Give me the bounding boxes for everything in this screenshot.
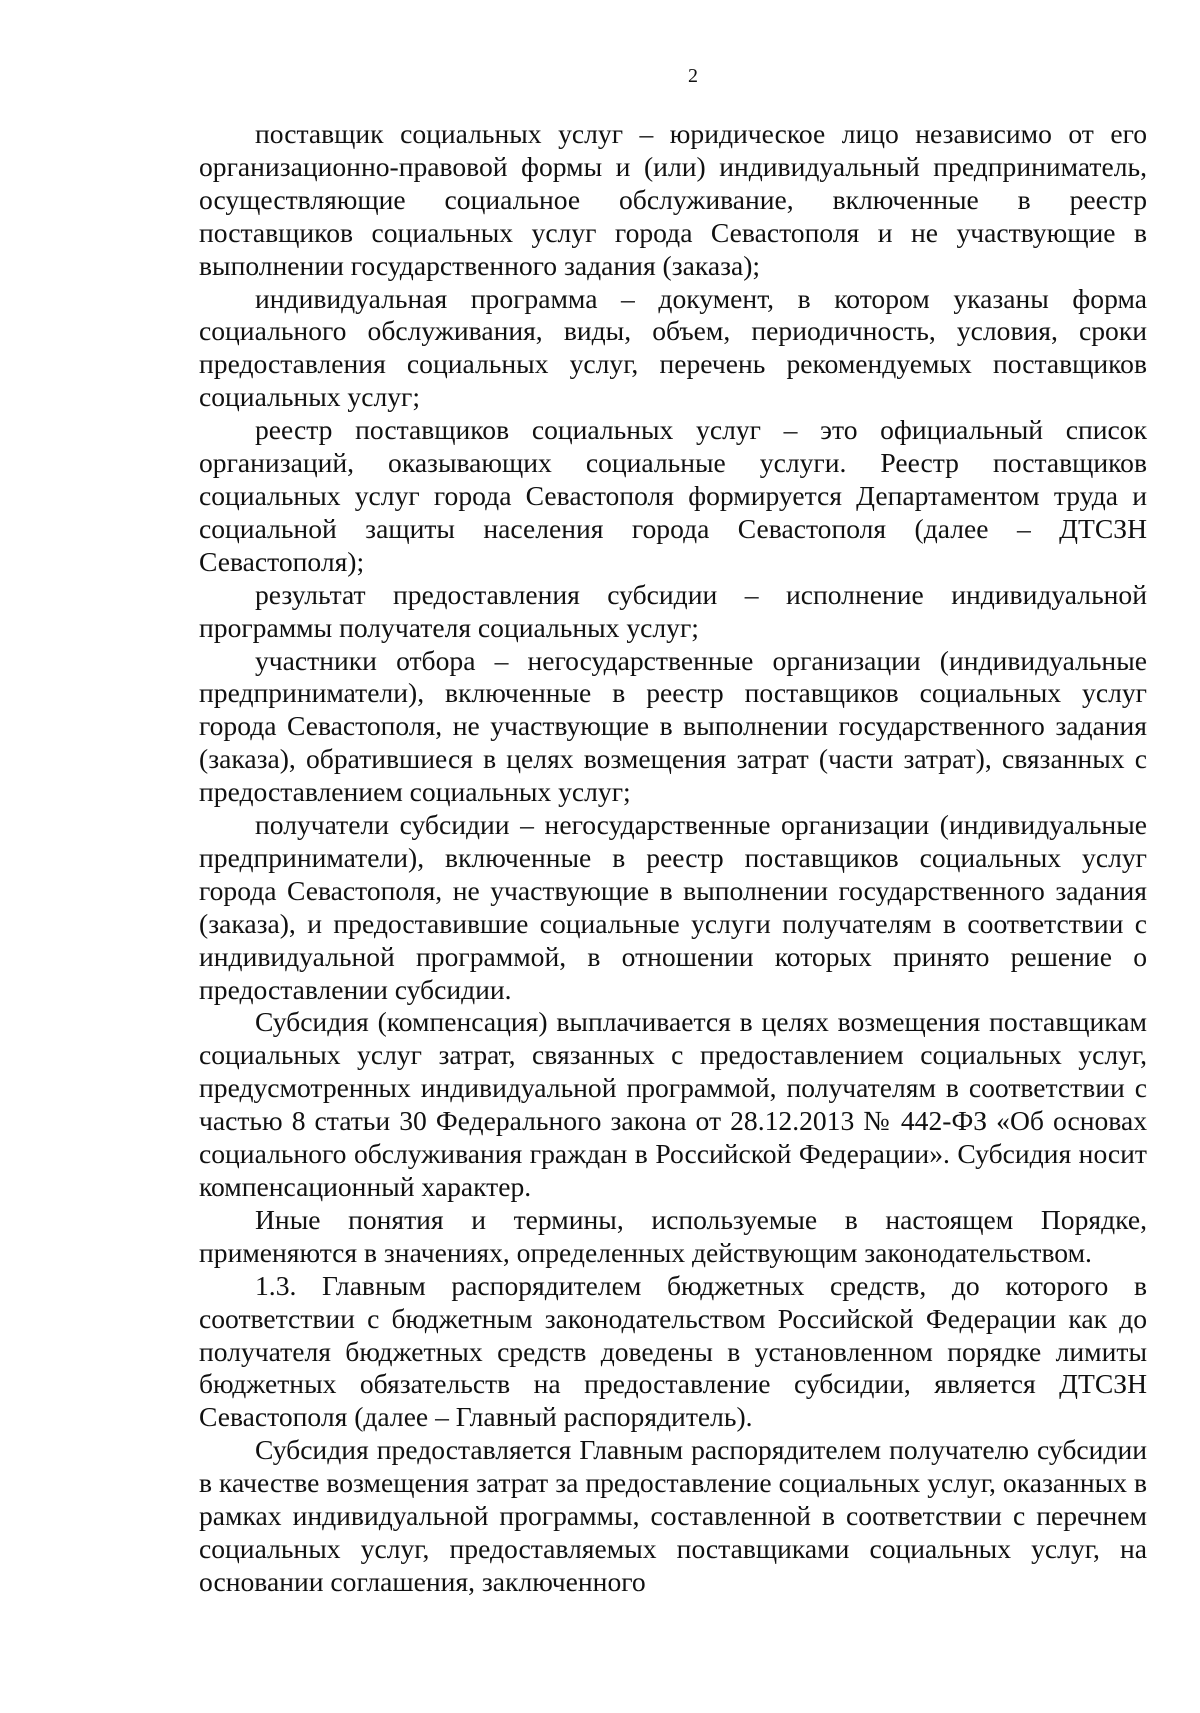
paragraph-definition-selection-participants: участники отбора – негосударственные организации (индивидуальные предприниматели), включенные в реестр поставщиков социальных услуг города Севастополя, не участвующие в выполнении государственного задания (заказа), обратившиеся в целях возмещения затрат (части затрат), связанных с предоставлением социальных услуг; xyxy=(199,644,1147,808)
paragraph-other-terms: Иные понятия и термины, используемые в настоящем Порядке, применяются в значениях, определенных действующим законодательством. xyxy=(199,1203,1147,1268)
paragraph-definition-individual-program: индивидуальная программа – документ, в котором указаны форма социального обслуживания, виды, объем, периодичность, условия, сроки предоставления социальных услуг, перечень рекомендуемых поставщиков социальных услуг; xyxy=(199,282,1147,413)
paragraph-subsidy-compensation: Субсидия (компенсация) выплачивается в целях возмещения поставщикам социальных услуг затрат, связанных с предоставлением социальных услуг, предусмотренных индивидуальной программой, получателям в соответствии с частью 8 статьи 30 Федерального закона от 28.12.2013 № 442-ФЗ «Об основах социального обслуживания граждан в Российской Федерации». Субсидия носит компенсационный характер. xyxy=(199,1006,1147,1202)
paragraph-subsidy-provision: Субсидия предоставляется Главным распорядителем получателю субсидии в качестве возмещения затрат за предоставление социальных услуг, оказанных в рамках индивидуальной программы, составленной в соответствии с перечнем социальных услуг, предоставляемых поставщиками социальных услуг, на основании соглашения, заключенного xyxy=(199,1434,1147,1597)
document-body xyxy=(199,118,1147,1599)
page-number: 2 xyxy=(688,65,698,87)
paragraph-definition-subsidy-recipients: получатели субсидии – негосударственные организации (индивидуальные предприниматели), включенные в реестр поставщиков социальных услуг города Севастополя, не участвующие в выполнении государственного задания (заказа), и предоставившие социальные услуги получателям в соответствии с индивидуальной программой, в отношении которых принято решение о предоставлении субсидии. xyxy=(199,809,1147,1005)
paragraph-definition-provider: поставщик социальных услуг – юридическое лицо независимо от его организационно-правовой формы и (или) индивидуальный предприниматель, осуществляющие социальное обслуживание, включенные в реестр поставщиков социальных услуг города Севастополя и не участвующие в выполнении государственного задания (заказа); xyxy=(199,118,1147,281)
paragraph-section-1-3: 1.3. Главным распорядителем бюджетных средств, до которого в соответствии с бюджетным законодательством Российской Федерации как до получателя бюджетных средств доведены в установленном порядке лимиты бюджетных обязательств на предоставление субсидии, является ДТСЗН Севастополя (далее – Главный распорядитель). xyxy=(199,1269,1147,1433)
paragraph-definition-subsidy-result: результат предоставления субсидии – исполнение индивидуальной программы получателя социальных услуг; xyxy=(199,578,1147,643)
paragraph-definition-provider-registry: реестр поставщиков социальных услуг – это официальный список организаций, оказывающих социальные услуги. Реестр поставщиков социальных услуг города Севастополя формируется Департаментом труда и социальной защиты населения города Севастополя (далее – ДТСЗН Севастополя); xyxy=(199,414,1147,577)
